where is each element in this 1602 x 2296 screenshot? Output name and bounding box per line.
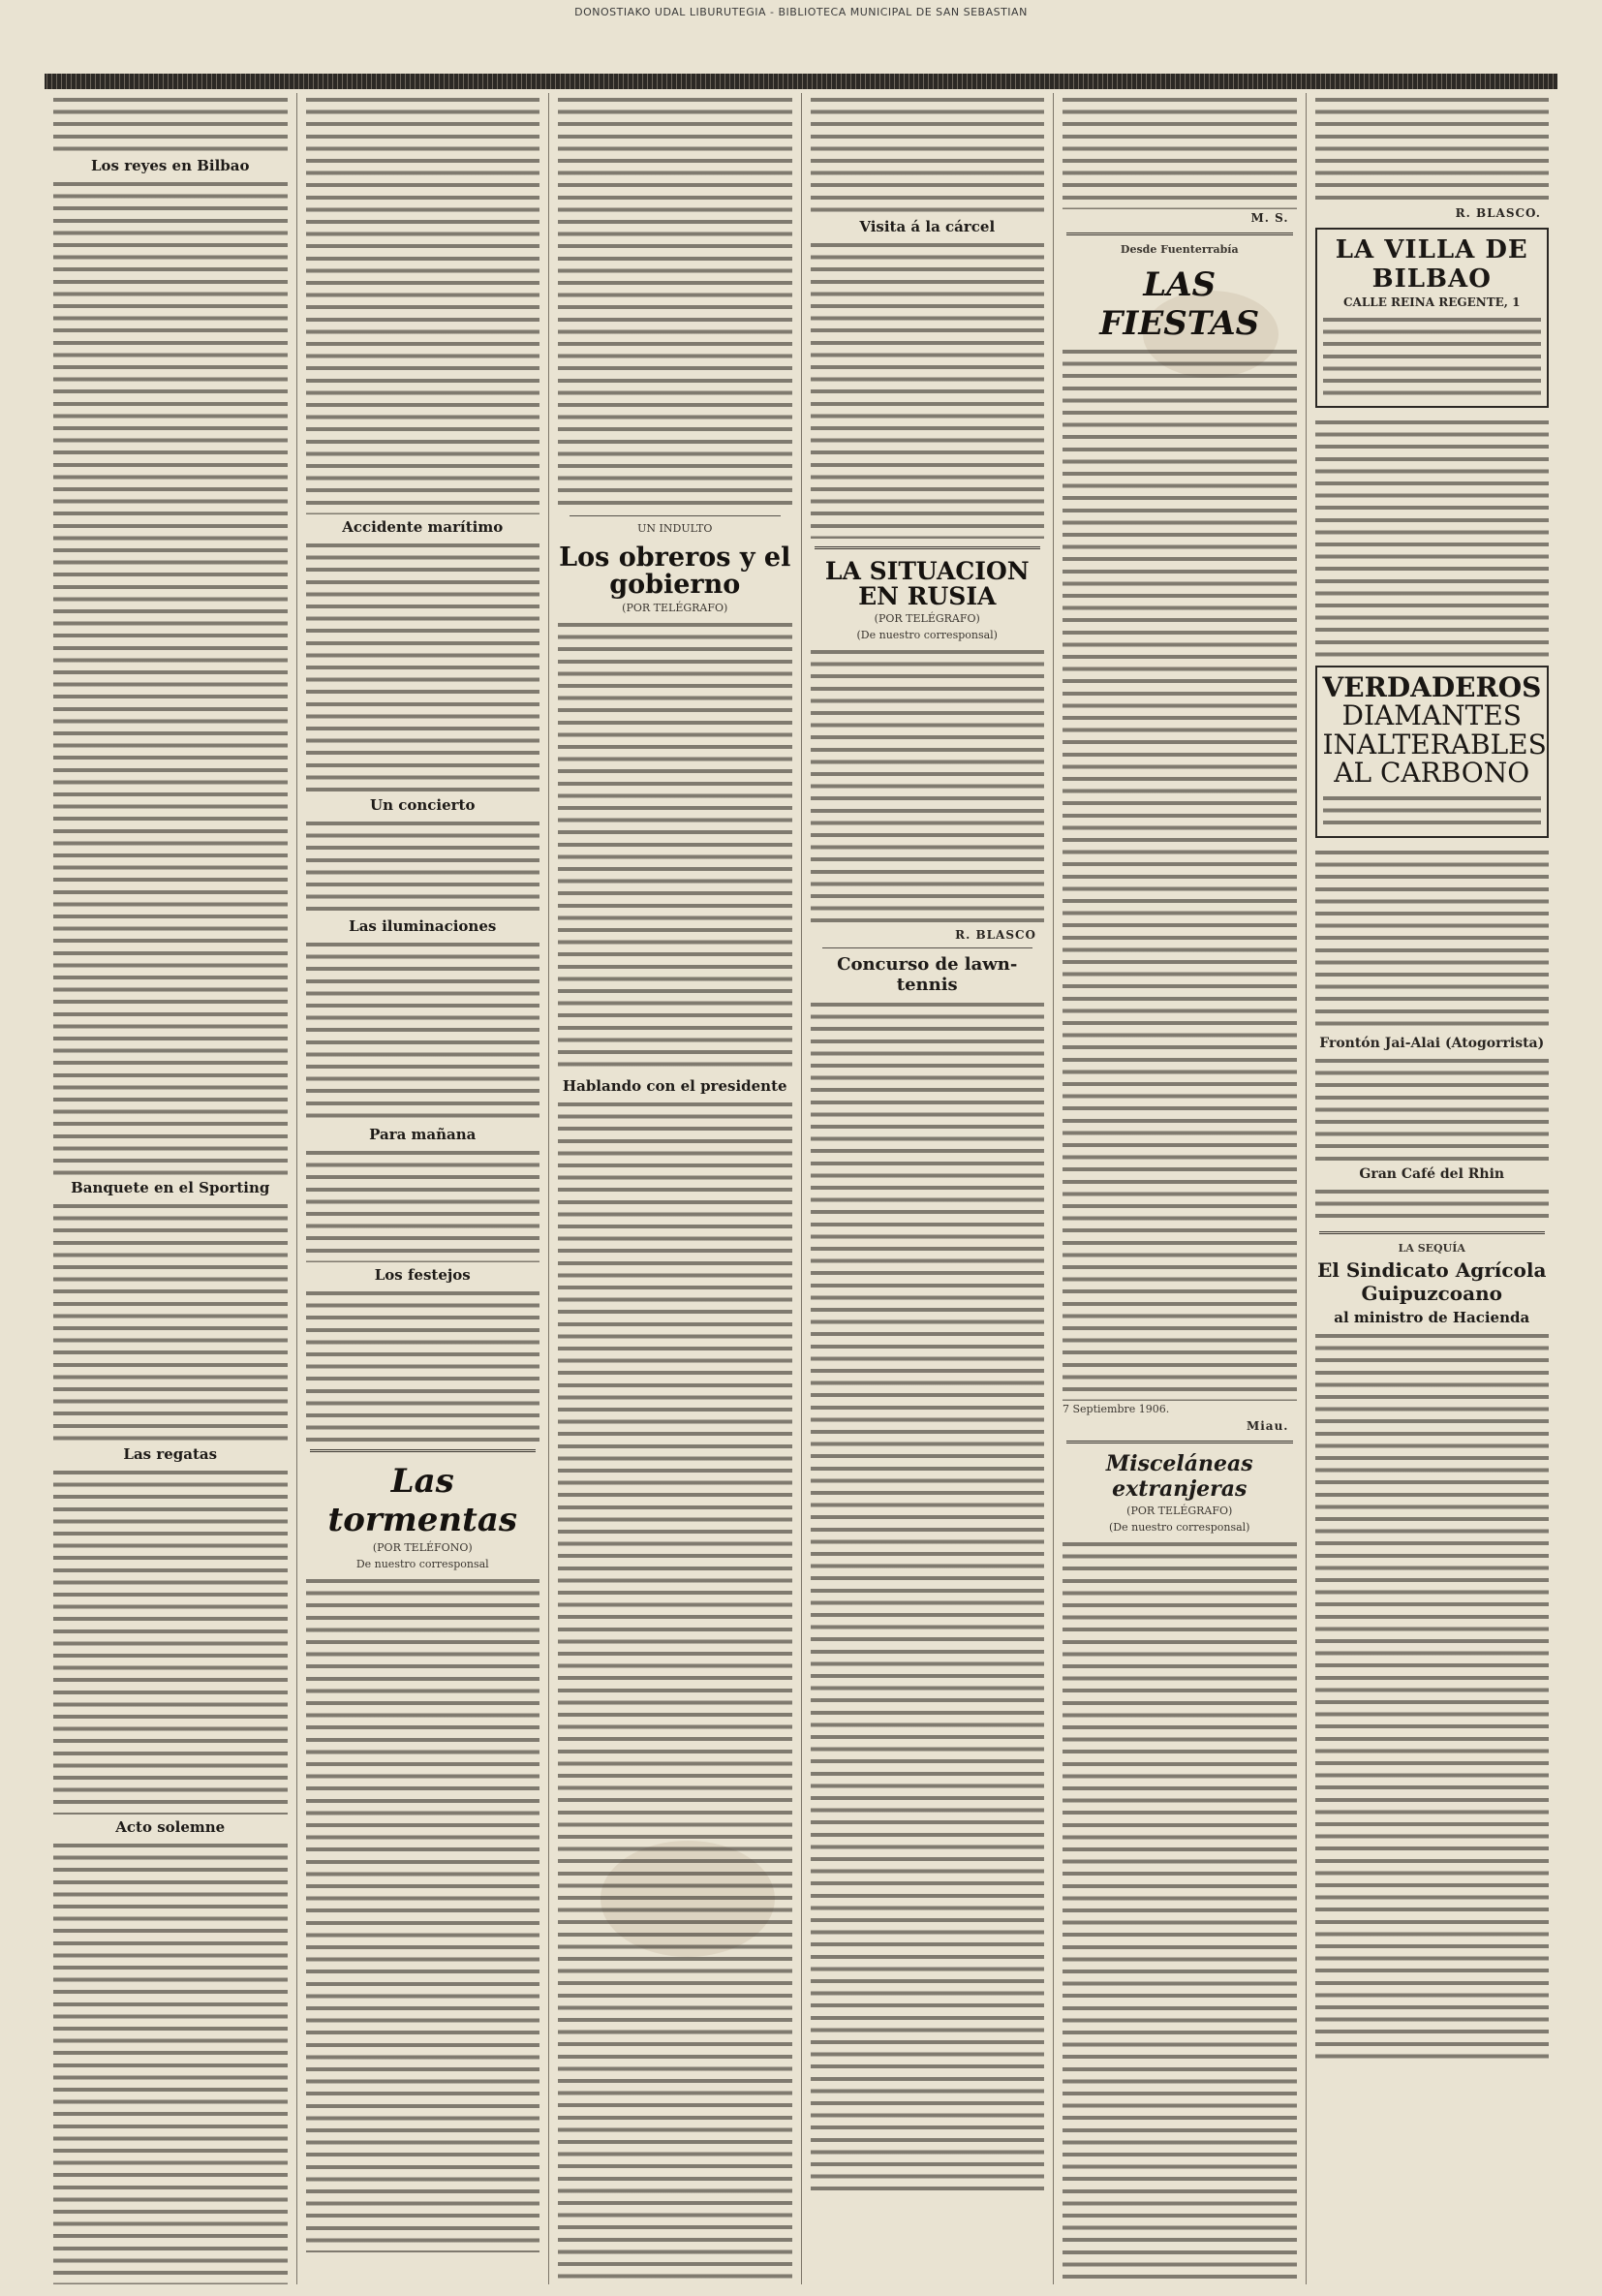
section-heading: Accidente marítimo: [342, 518, 504, 536]
article-text: [1315, 416, 1550, 658]
russia-subtitle: (POR TELÉGRAFO): [874, 611, 980, 625]
advert-text: [1323, 791, 1542, 830]
article-text: [306, 817, 540, 914]
misc-title: Misceláneas extranjeras: [1105, 1451, 1253, 1502]
indulto-label: UN INDULTO: [637, 522, 713, 535]
storms-subtitle-2: De nuestro corresponsal: [355, 1558, 489, 1570]
article-text: [53, 1466, 288, 1815]
section-heading: Para mañana: [369, 1126, 477, 1143]
advert-text: [1323, 313, 1542, 400]
sindicato-subtitle: al ministro de Hacienda: [1334, 1308, 1530, 1326]
article-text: [53, 1199, 288, 1442]
article-text: [811, 998, 1045, 2199]
divider: [310, 1449, 537, 1452]
article-text: [1063, 93, 1297, 209]
article-text: [811, 93, 1045, 214]
misc-subtitle-2: (De nuestro corresponsal): [1109, 1521, 1250, 1534]
section-heading: Los festejos: [374, 1266, 471, 1284]
storms-title: Las tormentas: [327, 1462, 517, 1539]
column-3: [549, 93, 802, 2284]
article-text: [306, 938, 540, 1122]
article-text: [306, 93, 540, 514]
russia-subtitle-2: (De nuestro corresponsal): [856, 628, 998, 641]
advert-villa-bilbao: [1315, 228, 1550, 408]
article-text: [1315, 1185, 1550, 1224]
fiestas-place: Desde Fuenterrabía: [1120, 243, 1239, 256]
section-heading: Los reyes en Bilbao: [90, 157, 250, 174]
divider: [1066, 233, 1293, 235]
article-text: [1063, 1537, 1297, 2284]
masthead-rule: [45, 74, 1557, 89]
section-heading: Banquete en el Sporting: [71, 1179, 270, 1196]
advert-title: LA VILLA DE BILBAO: [1335, 235, 1528, 294]
fiestas-title: LAS FIESTAS: [1099, 265, 1260, 343]
advert-line: DIAMANTES: [1341, 699, 1522, 732]
article-text: [1315, 93, 1550, 204]
section-heading: Acto solemne: [115, 1818, 226, 1836]
article-text: [306, 1146, 540, 1262]
section-heading: Hablando con el presidente: [562, 1076, 787, 1095]
divider: [822, 947, 1033, 948]
column-4: [802, 93, 1055, 2284]
newspaper-page: [45, 93, 1557, 2284]
divider: [815, 546, 1041, 549]
cafe-heading: Gran Café del Rhin: [1359, 1165, 1505, 1182]
divider: [1319, 1231, 1546, 1234]
advert-line: INALTERABLES: [1322, 728, 1547, 760]
workers-title: Los obreros y el gobierno: [559, 543, 791, 601]
section-heading: Las iluminaciones: [349, 917, 497, 935]
advert-title: VERDADEROS: [1322, 671, 1542, 703]
divider: [1066, 1441, 1293, 1443]
workers-subtitle: (POR TELÉGRAFO): [622, 601, 728, 614]
column-5: [1054, 93, 1307, 2284]
fronton-heading: Frontón Jai-Alai (Atogorrista): [1319, 1035, 1545, 1051]
article-text: [1063, 345, 1297, 1401]
storms-subtitle: (POR TELÉFONO): [372, 1541, 473, 1554]
article-text: [1315, 1329, 1550, 2065]
signature: M. S.: [1250, 211, 1289, 225]
section-heading: Las regatas: [123, 1445, 218, 1463]
article-text: [558, 1098, 792, 2284]
tennis-title: Concurso de lawn-tennis: [837, 953, 1018, 995]
article-text: [811, 645, 1045, 926]
date-line: 7 Septiembre 1906.: [1063, 1403, 1170, 1415]
article-text: [53, 93, 288, 153]
column-6: [1307, 93, 1558, 2284]
signature: R. BLASCO.: [1455, 206, 1541, 220]
sequia-label: LA SEQUÍA: [1398, 1241, 1465, 1255]
article-text: [306, 1287, 540, 1442]
misc-subtitle: (POR TELÉGRAFO): [1126, 1505, 1233, 1517]
divider: [570, 515, 781, 516]
article-text: [306, 539, 540, 792]
article-text: [53, 177, 288, 1175]
russia-title: LA SITUACION EN RUSIA: [824, 557, 1030, 611]
section-heading: Un concierto: [370, 796, 476, 814]
section-heading: Visita á la cárcel: [859, 218, 996, 235]
signature: R. BLASCO: [955, 927, 1036, 942]
article-text: [306, 1574, 540, 2252]
column-2: [297, 93, 550, 2284]
article-text: [1315, 1054, 1550, 1161]
sindicato-title: El Sindicato Agrícola Guipuzcoano: [1317, 1257, 1547, 1305]
advert-line: AL CARBONO: [1334, 757, 1530, 790]
column-1: [45, 93, 297, 2284]
advert-subtitle: CALLE REINA REGENTE, 1: [1342, 295, 1521, 309]
signature: Miau.: [1246, 1419, 1289, 1433]
advert-diamonds: [1315, 666, 1550, 838]
article-text: [558, 618, 792, 1073]
article-text: [811, 238, 1045, 539]
article-text: [558, 93, 792, 510]
archive-header: DONOSTIAKO UDAL LIBURUTEGIA - BIBLIOTECA MUNICIPAL DE SAN SEBASTIAN: [574, 6, 1028, 18]
article-text: [53, 1839, 288, 2284]
article-text: [1315, 846, 1550, 1030]
